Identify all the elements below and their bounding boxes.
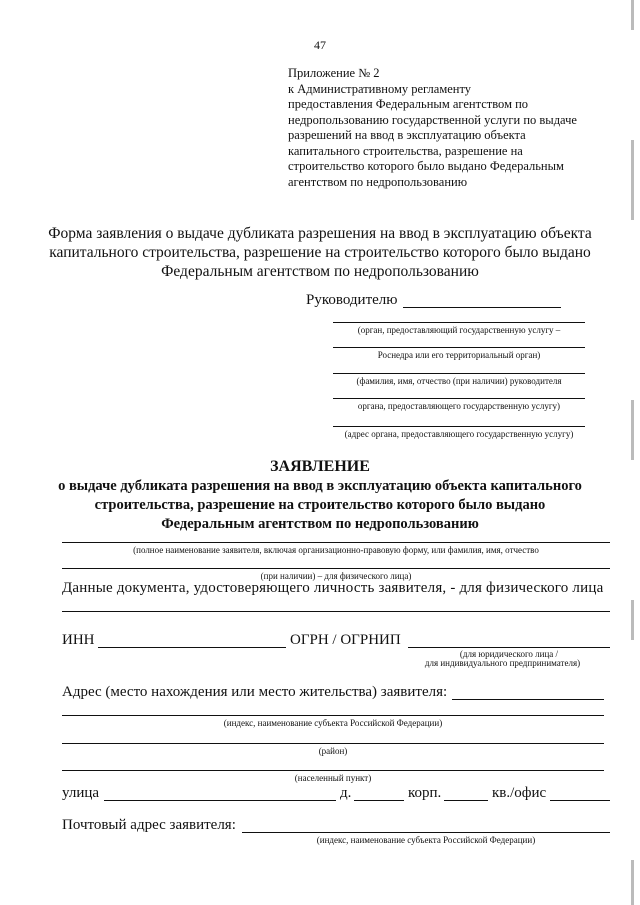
apartment-field[interactable] [550, 800, 610, 801]
addressee-caption: органа, предоставляющего государственную услугу) [357, 401, 561, 411]
appendix-line: к Административному регламенту [288, 81, 472, 96]
applicant-name-caption-2: (при наличии) – для физического лица) [260, 571, 412, 581]
addressee-field[interactable] [403, 307, 561, 308]
address-label: Адрес (место нахождения или место жительства) заявителя: [62, 684, 448, 700]
appendix-line: предоставления Федеральным агентством по [288, 97, 529, 111]
appendix-line: Приложение № 2 [288, 66, 380, 80]
addressee-caption: (фамилия, имя, отчество (при наличии) руководителя [356, 376, 562, 386]
addressee-caption: (орган, предоставляющий государственную услугу – [357, 325, 561, 335]
postal-address-label: Почтовый адрес заявителя: [62, 817, 236, 833]
house-label: д. [340, 785, 352, 801]
address-field[interactable] [452, 699, 604, 700]
subheading-line: Федеральным агентством по недропользованию [161, 516, 479, 532]
ogrn-caption: (для юридического лица / [459, 649, 559, 659]
street-label: улица [62, 785, 100, 801]
street-field[interactable] [104, 800, 336, 801]
appendix-line: строительство которого было выдано Федеральным [288, 159, 564, 173]
address-index-caption: (индекс, наименование субъекта Российской Федерации) [223, 718, 443, 728]
addressee-line[interactable] [333, 373, 585, 374]
subheading-line: о выдаче дубликата разрешения на ввод в эксплуатацию объекта капитального [58, 478, 582, 494]
addressee-caption: (адрес органа, предоставляющего государственную услугу) [344, 429, 574, 439]
postal-address-field[interactable] [242, 832, 610, 833]
address-district-caption: (район) [318, 746, 348, 756]
addressee-line[interactable] [333, 426, 585, 427]
scan-edge-mark [631, 400, 634, 460]
applicant-name-caption: (полное наименование заявителя, включая организационно-правовую форму, или фамилия, имя, отчество [133, 545, 539, 555]
ogrn-label: ОГРН / ОГРНИП [290, 632, 401, 648]
ogrn-field[interactable] [408, 647, 610, 648]
apartment-label: кв./офис [492, 785, 547, 801]
applicant-name-field-2[interactable] [62, 568, 610, 569]
addressee-caption: Роснедра или его территориальный орган) [377, 350, 541, 360]
statement-subheading [30, 477, 610, 534]
appendix-line: недропользованию государственной услуги по выдаче [288, 112, 577, 127]
address-settlement-caption: (населенный пункт) [294, 773, 372, 783]
scan-edge-mark [631, 860, 634, 905]
house-field[interactable] [354, 800, 404, 801]
form-title-line: Форма заявления о выдаче дубликата разрешения на ввод в эксплуатацию объекта [48, 225, 592, 242]
inn-label: ИНН [62, 632, 95, 648]
statement-heading: ЗАЯВЛЕНИЕ [270, 458, 370, 475]
scan-edge-mark [631, 600, 634, 640]
address-settlement-field[interactable] [62, 770, 604, 771]
appendix-block [288, 66, 608, 190]
id-document-label: Данные документа, удостоверяющего личность заявителя, - для физического лица [62, 580, 604, 596]
address-index-field[interactable] [62, 715, 604, 716]
subheading-line: строительства, разрешение на строительство которого было выдано [94, 497, 546, 513]
form-title-line: капитального строительства, разрешение на строительство которого было выдано [49, 244, 591, 261]
applicant-name-field[interactable] [62, 542, 610, 543]
address-district-field[interactable] [62, 743, 604, 744]
appendix-line: капитального строительства, разрешение на [288, 143, 523, 158]
inn-field[interactable] [98, 647, 286, 648]
page-number: 47 [314, 38, 326, 52]
building-label: корп. [408, 785, 442, 801]
addressee-line[interactable] [333, 322, 585, 323]
form-title-line: Федеральным агентством по недропользованию [161, 263, 479, 280]
addressee-line[interactable] [333, 398, 585, 399]
ogrn-caption-2: для индивидуального предпринимателя) [424, 658, 581, 668]
addressee-line[interactable] [333, 347, 585, 348]
postal-address-caption: (индекс, наименование субъекта Российской Федерации) [316, 835, 536, 845]
form-title [40, 224, 600, 281]
scan-edge-mark [631, 0, 634, 30]
scan-edge-mark [631, 140, 634, 220]
addressee-label: Руководителю [306, 292, 398, 308]
building-field[interactable] [444, 800, 488, 801]
appendix-line: разрешений на ввод в эксплуатацию объекта [288, 128, 526, 142]
appendix-line: агентством по недропользованию [288, 174, 468, 189]
id-document-field[interactable] [62, 611, 610, 612]
